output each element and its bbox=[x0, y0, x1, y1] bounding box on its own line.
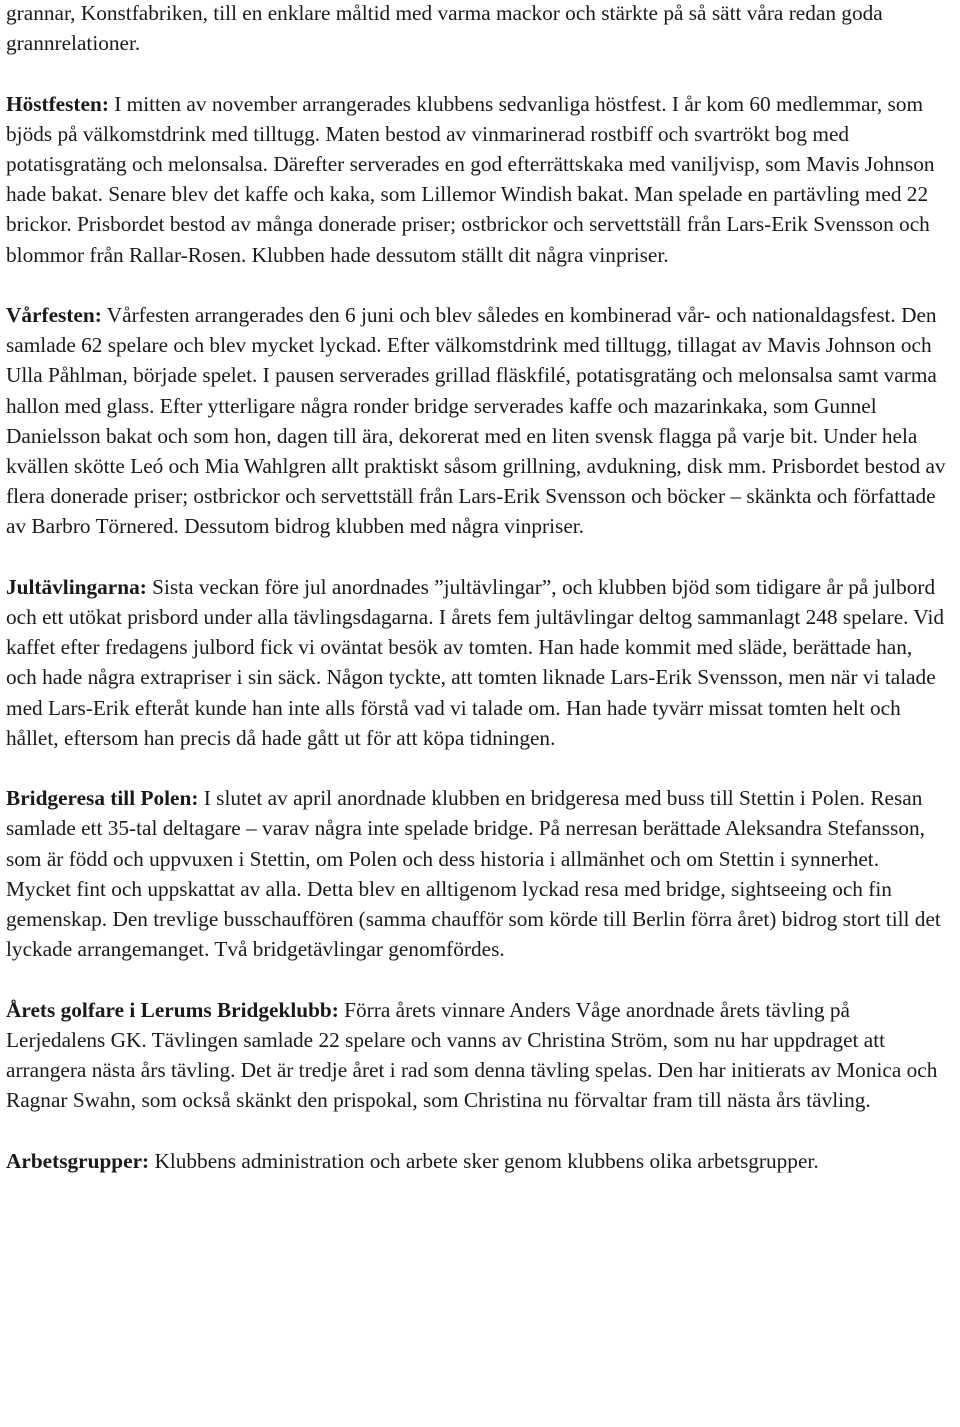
paragraph-text: I slutet av april anordnade klubben en bridgeresa med buss till Stettin i Polen. Resan samlade ett 35-tal deltagare – varav några inte spelade bridge. På nerresan berättade Aleksandra Stefansson, som är född och uppvuxen i Stettin, om Polen och dess historia i allmänhet och om Stettin i synnerhet. Mycket fint och uppskattat av alla. Detta blev en alltigenom lyckad resa med bridge, sightseeing och fin gemenskap. Den trevlige busschauffören (samma chaufför som körde till Berlin förra året) bidrog stort till det lyckade arrangemanget. Två bridgetävlingar genomfördes. bbox=[6, 786, 941, 962]
paragraph-varfesten bbox=[6, 300, 948, 542]
paragraph-text: grannar, Konstfabriken, till en enklare måltid med varma mackor och stärkte på så sätt våra redan goda grannrelationer. bbox=[6, 1, 883, 56]
paragraph-arbetsgrupper bbox=[6, 1146, 948, 1176]
paragraph-text: Sista veckan före jul anordnades ”jultävlingar”, och klubben bjöd som tidigare år på julbord och ett utökat prisbord under alla tävlingsdagarna. I årets fem jultävlingar deltog sammanlagt 248 spelare. Vid kaffet efter fredagens julbord fick vi oväntat besök av tomten. Han hade kommit med släde, berättade han, och hade några extrapriser i sin säck. Någon tyckte, att tomten liknade Lars-Erik Svensson, men när vi talade med Lars-Erik efteråt kunde han inte alls förstå vad vi talade om. Han hade tyvärr missat tomten helt och hållet, eftersom han precis då hade gått ut för att köpa tidningen. bbox=[6, 574, 945, 750]
paragraph-text: Vårfesten arrangerades den 6 juni och blev således en kombinerad vår- och nationaldagsfest. Den samlade 62 spelare och blev mycket lyckad. Efter välkomstdrink med tilltugg, tillagat av Mavis Johnson och Ulla Påhlman, började spelet. I pausen serverades grillad fläskfilé, potatisgratäng och melonsalsa samt varma hallon med glass. Efter ytterligare några ronder bridge serverades kaffe och mazarinkaka, som Gunnel Danielsson bakat och som hon, dagen till ära, dekorerat med en liten svensk flagga på varje bit. Under hela kvällen skötte Leó och Mia Wahlgren allt praktiskt såsom grillning, avdukning, disk mm. Prisbordet bestod av flera donerade priser; ostbrickor och servettställ från Lars-Erik Svensson och böcker – skänkta och författade av Barbro Törnered. Dessutom bidrog klubben med några vinpriser. bbox=[6, 303, 946, 539]
paragraph-bridgeresa-polen bbox=[6, 783, 948, 964]
section-heading: Arbetsgrupper: bbox=[6, 1148, 150, 1173]
paragraph-jultavlingarna bbox=[6, 572, 948, 753]
section-heading: Vårfesten: bbox=[6, 303, 102, 327]
paragraph-text: Förra årets vinnare Anders Våge anordnade årets tävling på Lerjedalens GK. Tävlingen samlade 22 spelare och vanns av Christina Ström, som nu har uppdraget att arrangera nästa års tävling. Det är tredje året i rad som denna tävling spelas. Den har initierats av Monica och Ragnar Swahn, som också skänkt den prispokal, som Christina nu förvaltar fram till nästa års tävling. bbox=[6, 997, 938, 1113]
section-heading: Höstfesten: bbox=[6, 91, 109, 116]
document-page bbox=[6, 0, 948, 1176]
paragraph-text: I mitten av november arrangerades klubbens sedvanliga höstfest. I år kom 60 medlemmar, som bjöds på välkomstdrink med tilltugg. Maten bestod av vinmarinerad rostbiff och svartrökt bog med potatisgratäng och melonsalsa. Därefter serverades en god efterrättskaka med vaniljvisp, som Mavis Johnson hade bakat. Senare blev det kaffe och kaka, som Lillemor Windish bakat. Man spelade en partävling med 22 brickor. Prisbordet bestod av många donerade priser; ostbrickor och servettställ från Lars-Erik Svensson och blommor från Rallar-Rosen. Klubben hade dessutom ställt dit några vinpriser. bbox=[6, 91, 935, 267]
paragraph-hostfesten bbox=[6, 89, 948, 270]
section-heading: Årets golfare i Lerums Bridgeklubb: bbox=[6, 997, 339, 1022]
paragraph-text: Klubbens administration och arbete sker genom klubbens olika arbetsgrupper. bbox=[149, 1148, 819, 1173]
section-heading: Jultävlingarna: bbox=[6, 574, 147, 599]
paragraph-arets-golfare bbox=[6, 995, 948, 1116]
paragraph-intro-continuation bbox=[6, 0, 948, 58]
section-heading: Bridgeresa till Polen: bbox=[6, 786, 199, 811]
